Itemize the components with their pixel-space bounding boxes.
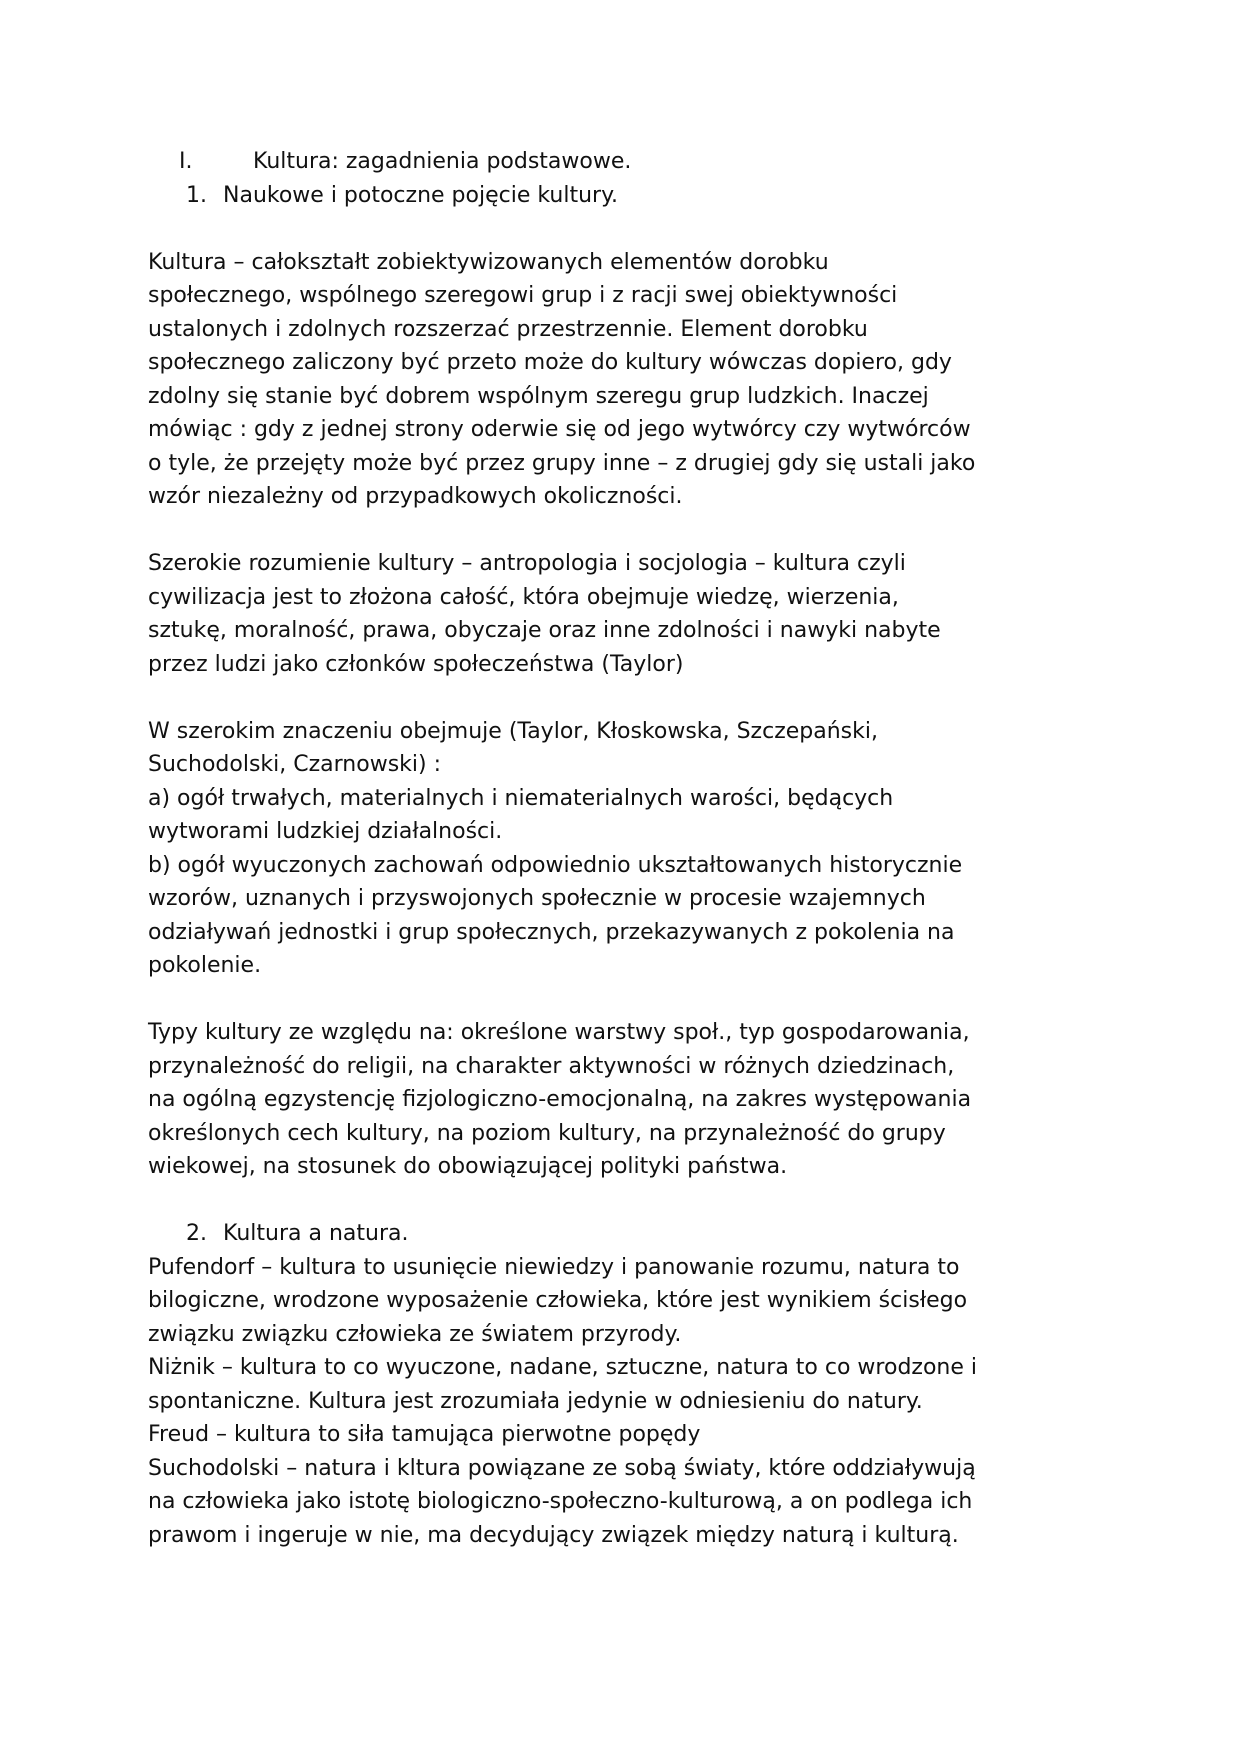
text-line: na ogólną egzystencję fizjologiczno-emocjonalną, na zakres występowania xyxy=(148,1087,972,1112)
text-line: określonych cech kultury, na poziom kultury, na przynależność do grupy xyxy=(148,1120,946,1146)
text-line: prawom i ingeruje w nie, ma decydujący związek między naturą i kulturą. xyxy=(148,1522,959,1548)
text-line: Suchodolski – natura i kltura powiązane ze sobą światy, które oddziaływują xyxy=(148,1455,976,1481)
text-line: mówiąc : gdy z jednej strony oderwie się od jego wytwórcy czy wytwórców xyxy=(148,417,971,442)
text-line: spontaniczne. Kultura jest zrozumiała jedynie w odniesieniu do natury. xyxy=(148,1388,923,1414)
document-page xyxy=(148,145,1108,1552)
section-heading xyxy=(148,145,1108,179)
text-line: zdolny się stanie być dobrem wspólnym szeregu grup ludzkich. Inaczej xyxy=(148,383,929,409)
heading-number: 2. xyxy=(186,1221,207,1246)
text-line: przynależność do religii, na charakter aktywności w różnych dziedzinach, xyxy=(148,1053,955,1079)
text-line: o tyle, że przejęty może być przez grupy inne – z drugiej gdy się ustali jako xyxy=(148,450,976,476)
text-line: wiekowej, na stosunek do obowiązującej polityki państwa. xyxy=(148,1154,788,1179)
subsection-heading xyxy=(148,1217,1108,1251)
paragraph-broad-understanding xyxy=(148,547,1108,681)
text-line: Szerokie rozumienie kultury – antropologia i socjologia – kultura czyli xyxy=(148,551,906,576)
text-line: bilogiczne, wrodzone wyposażenie człowieka, które jest wynikiem ścisłego xyxy=(148,1288,968,1313)
paragraph-culture-types xyxy=(148,1016,1108,1184)
text-line: społecznego zaliczony być przeto może do kultury wówczas dopiero, gdy xyxy=(148,350,952,375)
text-line: wytworami ludzkiej działalności. xyxy=(148,819,503,844)
heading-text: Naukowe i potoczne pojęcie kultury. xyxy=(223,182,618,208)
subsection-heading xyxy=(148,179,1108,213)
text-line: społecznego, wspólnego szeregowi grup i z racji swej obiektywności xyxy=(148,283,898,308)
text-line: pokolenie. xyxy=(148,953,262,978)
text-line: Pufendorf – kultura to usunięcie niewiedzy i panowanie rozumu, natura to xyxy=(148,1254,960,1280)
paragraph-broad-meaning xyxy=(148,715,1108,983)
text-line: Freud – kultura to siła tamująca pierwotne popędy xyxy=(148,1422,701,1447)
text-line: ustalonych i zdolnych rozszerzać przestrzennie. Element dorobku xyxy=(148,316,868,342)
heading-text: Kultura a natura. xyxy=(223,1221,409,1246)
text-line: wzorów, uznanych i przyswojonych społecznie w procesie wzajemnych xyxy=(148,886,926,911)
text-line: Kultura – całokształt zobiektywizowanych elementów dorobku xyxy=(148,249,829,275)
heading-number: 1. xyxy=(186,182,207,208)
text-line: przez ludzi jako członków społeczeństwa (Taylor) xyxy=(148,651,684,677)
text-line: sztukę, moralność, prawa, obyczaje oraz inne zdolności i nawyki nabyte xyxy=(148,618,941,643)
text-line: Niżnik – kultura to co wyuczone, nadane, sztuczne, natura to co wrodzone i xyxy=(148,1355,977,1380)
text-line: odziaływań jednostki i grup społecznych, przekazywanych z pokolenia na xyxy=(148,919,955,945)
heading-number: I. xyxy=(179,149,193,174)
text-line: W szerokim znaczeniu obejmuje (Taylor, Kłoskowska, Szczepański, xyxy=(148,718,878,744)
paragraph-culture-nature xyxy=(148,1251,1108,1553)
paragraph-definition xyxy=(148,246,1108,514)
text-line: Typy kultury ze względu na: określone warstwy społ., typ gospodarowania, xyxy=(148,1020,970,1045)
heading-text: Kultura: zagadnienia podstawowe. xyxy=(253,149,632,174)
text-line: a) ogół trwałych, materialnych i niematerialnych warości, będących xyxy=(148,785,894,811)
text-line: na człowieka jako istotę biologiczno-społeczno-kulturową, a on podlega ich xyxy=(148,1489,973,1514)
text-line: Suchodolski, Czarnowski) : xyxy=(148,752,441,777)
text-line: wzór niezależny od przypadkowych okoliczności. xyxy=(148,484,683,509)
text-line: związku związku człowieka ze światem przyrody. xyxy=(148,1321,682,1347)
text-line: b) ogół wyuczonych zachowań odpowiednio ukształtowanych historycznie xyxy=(148,852,963,878)
text-line: cywilizacja jest to złożona całość, która obejmuje wiedzę, wierzenia, xyxy=(148,584,899,610)
